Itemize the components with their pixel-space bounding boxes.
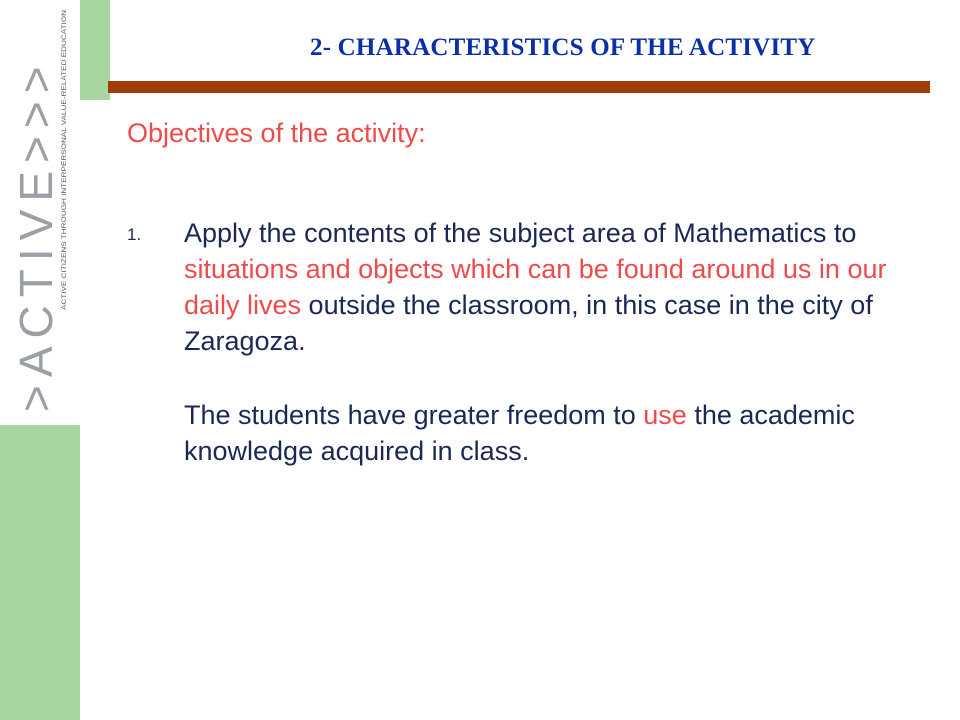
logo-wordmark: >ACTIVE>>> [10, 58, 62, 412]
item-highlight: situations and objects which can be found around us in our daily lives [184, 254, 887, 320]
objectives-list [127, 215, 887, 469]
objectives-heading: Objectives of the activity: [127, 118, 426, 148]
item-number: 1. [127, 225, 142, 244]
para-highlight: use [643, 400, 687, 430]
item-text-start: Apply the contents of the subject area of Mathematics to [184, 218, 857, 248]
title-rule [108, 81, 930, 93]
para-text-end: the academic knowledge acquired in class. [184, 400, 855, 466]
freedom-paragraph [127, 397, 887, 469]
green-side-block [0, 425, 80, 720]
para-text-start: The students have greater freedom to [184, 400, 644, 430]
item-text-end: outside the classroom, in this case in the city of Zaragoza. [184, 290, 873, 356]
slide-title: 2- CHARACTERISTICS OF THE ACTIVITY [310, 34, 816, 61]
logo-graphic [0, 0, 80, 425]
active-logo [0, 0, 80, 425]
logo-tagline: ACTIVE CITIZENS THROUGH INTERPERSONAL VALUE-RELATED EDUCATION [61, 70, 68, 310]
objective-item [127, 215, 887, 359]
